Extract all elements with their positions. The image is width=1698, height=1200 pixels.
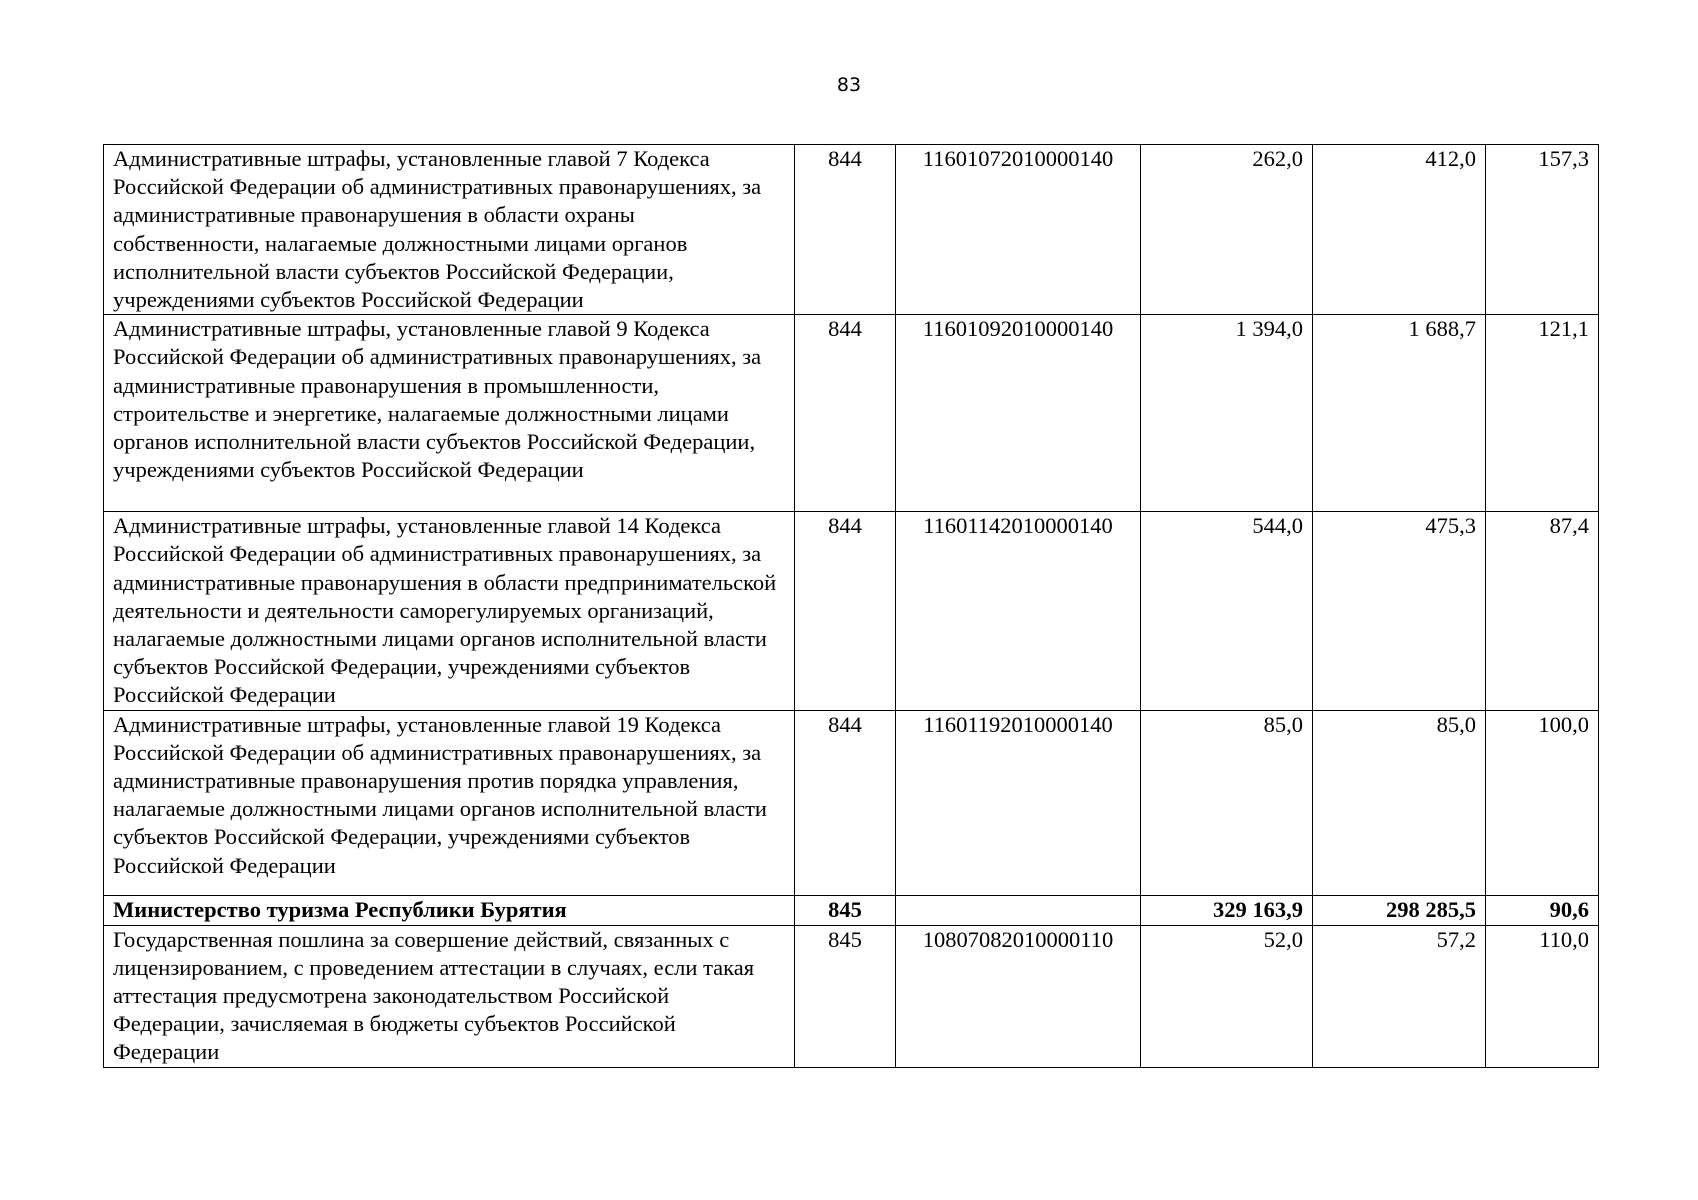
admin-code-cell: 844 [795,145,896,315]
actual-value-cell: 475,3 [1313,512,1486,710]
percent-value-cell: 90,6 [1486,895,1599,925]
budget-code-cell: 11601092010000140 [896,315,1141,512]
admin-code-cell: 845 [795,895,896,925]
revenue-table [103,144,1599,1068]
table-row [104,925,1599,1067]
budget-code-cell: 10807082010000110 [896,925,1141,1067]
budget-code-cell [896,895,1141,925]
budget-code-cell: 11601072010000140 [896,145,1141,315]
table-row [104,315,1599,512]
plan-value-cell: 262,0 [1141,145,1313,315]
plan-value-cell: 544,0 [1141,512,1313,710]
table-row [104,710,1599,895]
actual-value-cell: 1 688,7 [1313,315,1486,512]
revenue-name-cell: Административные штрафы, установленные главой 9 Кодекса Российской Федерации об административных правонарушениях, за административные правонарушения в промышленности, строительстве и энергетике, налагаемые должностными лицами органов исполнительной власти субъектов Российской Федерации, учреждениями субъектов Российской Федерации [104,315,795,512]
page-number: 83 [836,74,862,96]
plan-value-cell: 329 163,9 [1141,895,1313,925]
revenue-name-cell: Административные штрафы, установленные главой 19 Кодекса Российской Федерации об административных правонарушениях, за административные правонарушения против порядка управления, налагаемые должностными лицами органов исполнительной власти субъектов Российской Федерации, учреждениями субъектов Российской Федерации [104,710,795,895]
revenue-name-cell: Административные штрафы, установленные главой 7 Кодекса Российской Федерации об административных правонарушениях, за административные правонарушения в области охраны собственности, налагаемые должностными лицами органов исполнительной власти субъектов Российской Федерации, учреждениями субъектов Российской Федерации [104,145,795,315]
budget-code-cell: 11601142010000140 [896,512,1141,710]
percent-value-cell: 100,0 [1486,710,1599,895]
percent-value-cell: 121,1 [1486,315,1599,512]
percent-value-cell: 110,0 [1486,925,1599,1067]
plan-value-cell: 1 394,0 [1141,315,1313,512]
revenue-name-cell: Государственная пошлина за совершение действий, связанных с лицензированием, с проведением аттестации в случаях, если такая аттестация предусмотрена законодательством Российской Федерации, зачисляемая в бюджеты субъектов Российской Федерации [104,925,795,1067]
ministry-name-cell: Министерство туризма Республики Бурятия [104,895,795,925]
actual-value-cell: 57,2 [1313,925,1486,1067]
table-row [104,512,1599,710]
admin-code-cell: 844 [795,512,896,710]
actual-value-cell: 412,0 [1313,145,1486,315]
table-row-ministry-total [104,895,1599,925]
actual-value-cell: 85,0 [1313,710,1486,895]
plan-value-cell: 85,0 [1141,710,1313,895]
revenue-name-cell: Административные штрафы, установленные главой 14 Кодекса Российской Федерации об административных правонарушениях, за административные правонарушения в области предпринимательской деятельности и деятельности саморегулируемых организаций, налагаемые должностными лицами органов исполнительной власти субъектов Российской Федерации, учреждениями субъектов Российской Федерации [104,512,795,710]
admin-code-cell: 844 [795,710,896,895]
admin-code-cell: 845 [795,925,896,1067]
budget-code-cell: 11601192010000140 [896,710,1141,895]
table-row [104,145,1599,315]
actual-value-cell: 298 285,5 [1313,895,1486,925]
admin-code-cell: 844 [795,315,896,512]
plan-value-cell: 52,0 [1141,925,1313,1067]
percent-value-cell: 157,3 [1486,145,1599,315]
percent-value-cell: 87,4 [1486,512,1599,710]
